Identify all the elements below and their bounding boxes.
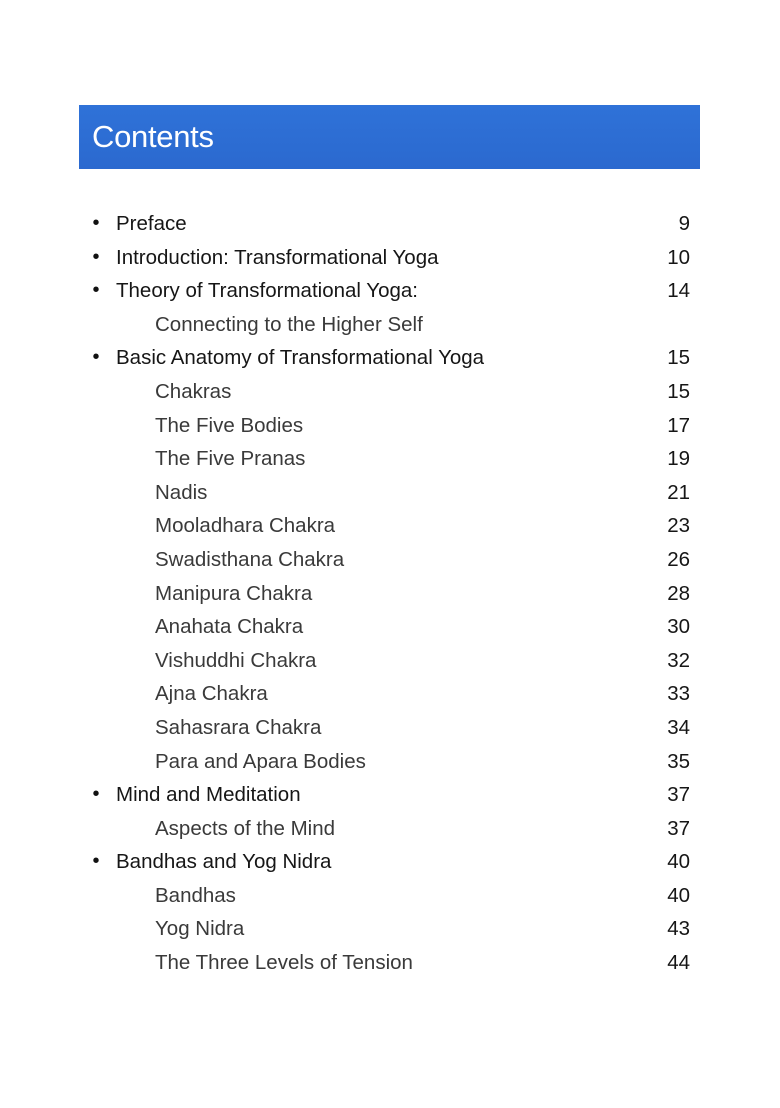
toc-entry-page: 37 [667, 783, 690, 807]
bullet-icon: • [92, 783, 100, 806]
toc-subentry-page: 19 [667, 447, 690, 471]
toc-subentry [79, 912, 690, 946]
toc-subentry-title: The Five Bodies [155, 413, 304, 437]
toc-subentry-page: 15 [667, 379, 690, 403]
toc-subentry [79, 442, 690, 476]
toc-subentry [79, 946, 690, 980]
toc-entry-title: Preface [116, 212, 187, 235]
toc-subentry-page: 26 [667, 547, 690, 571]
bullet-icon: • [92, 212, 100, 234]
toc-entry [79, 845, 690, 879]
toc-subentry [79, 610, 690, 644]
toc-subentry-title: Sahasrara Chakra [155, 715, 322, 739]
table-of-contents [79, 207, 690, 980]
toc-subentry-page: 28 [667, 581, 690, 605]
toc-subentry-title: Connecting to the Higher Self [155, 312, 423, 336]
toc-subentry [79, 375, 690, 409]
toc-subentry-page: 40 [667, 883, 690, 907]
toc-subentry-page: 37 [667, 816, 690, 840]
toc-subentry [79, 476, 690, 510]
toc-subentry-title: Aspects of the Mind [155, 816, 336, 840]
toc-subentry-title: The Five Pranas [155, 447, 306, 471]
toc-subentry-page: 43 [667, 917, 690, 941]
toc-entry [79, 207, 690, 241]
toc-entry-page: 15 [667, 346, 690, 370]
toc-subentry-page: 21 [667, 480, 690, 504]
contents-title: Contents [92, 119, 214, 154]
toc-entry [79, 341, 690, 375]
bullet-icon: • [92, 850, 100, 873]
toc-subentry [79, 745, 690, 779]
toc-subentry [79, 577, 690, 611]
toc-subentry [79, 409, 690, 443]
toc-subentry-title: Anahata Chakra [155, 615, 304, 639]
toc-subentry [79, 509, 690, 543]
toc-subentry-title: Ajna Chakra [155, 682, 268, 706]
bullet-icon: • [92, 346, 100, 369]
toc-subentry [79, 308, 690, 342]
toc-subentry-title: Mooladhara Chakra [155, 514, 336, 538]
toc-entry [79, 778, 690, 812]
toc-entry-title: Bandhas and Yog Nidra [116, 850, 332, 874]
toc-subentry-title: Chakras [155, 379, 232, 403]
toc-subentry-title: Bandhas [155, 883, 236, 907]
toc-entry-title: Basic Anatomy of Transformational Yoga [116, 346, 485, 370]
toc-entry [79, 274, 690, 308]
toc-subentry [79, 543, 690, 577]
toc-subentry-title: The Three Levels of Tension [155, 951, 413, 975]
toc-subentry-page: 33 [667, 682, 690, 706]
toc-entry-title: Theory of Transformational Yoga: [116, 279, 418, 303]
toc-subentry-title: Yog Nidra [155, 917, 245, 941]
toc-subentry-title: Para and Apara Bodies [155, 749, 366, 773]
toc-entry-page: 14 [667, 279, 690, 303]
toc-subentry-title: Nadis [155, 480, 208, 504]
toc-subentry [79, 711, 690, 745]
toc-subentry-page: 17 [667, 413, 690, 437]
toc-entry-page: 40 [667, 850, 690, 874]
toc-subentry [79, 812, 690, 846]
toc-entry-title: Mind and Meditation [116, 783, 301, 807]
toc-subentry-page: 32 [667, 648, 690, 672]
toc-subentry-page: 23 [667, 514, 690, 538]
toc-subentry-title: Swadisthana Chakra [155, 547, 345, 571]
toc-subentry [79, 879, 690, 913]
toc-subentry-title: Manipura Chakra [155, 581, 313, 605]
toc-subentry-page: 34 [667, 715, 690, 739]
contents-header-band [79, 105, 700, 169]
toc-entry-page: 9 [678, 212, 690, 235]
toc-subentry-page: 44 [667, 951, 690, 975]
bullet-icon: • [92, 245, 100, 268]
toc-subentry-page: 35 [667, 749, 690, 773]
bullet-icon: • [92, 279, 100, 302]
toc-entry-page: 10 [667, 245, 690, 269]
toc-subentry [79, 644, 690, 678]
toc-subentry-title: Vishuddhi Chakra [155, 648, 317, 672]
toc-subentry [79, 677, 690, 711]
toc-entry [79, 241, 690, 275]
toc-entry-title: Introduction: Transformational Yoga [116, 245, 439, 269]
toc-subentry-page: 30 [667, 615, 690, 639]
